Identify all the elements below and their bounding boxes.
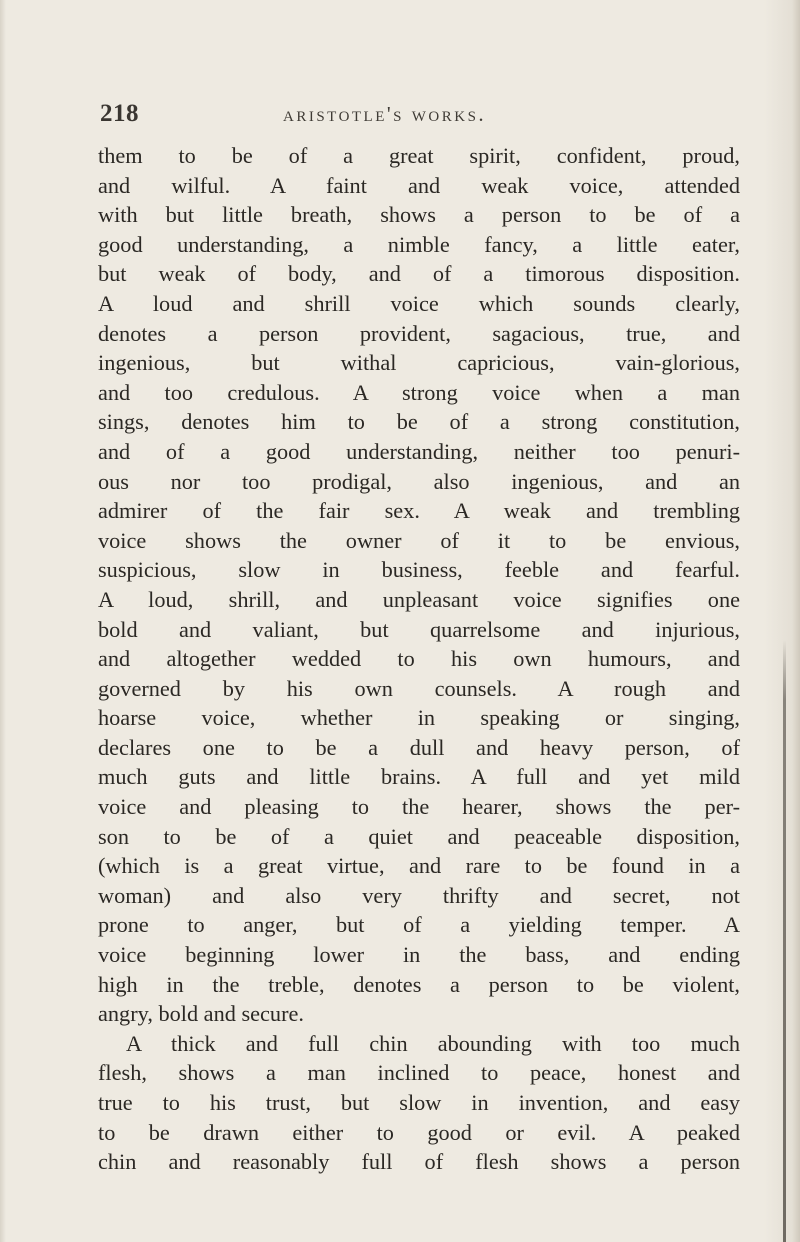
page-number: 218 <box>100 100 139 127</box>
page-binding-shadow <box>0 0 6 1242</box>
text-line: declares one to be a dull and heavy person, of <box>98 734 740 760</box>
text-line: A thick and full chin abounding with too much <box>126 1030 740 1056</box>
text-line: bold and valiant, but quarrelsome and injurious, <box>98 616 740 642</box>
text-line: but weak of body, and of a timorous disposition. <box>98 261 740 287</box>
text-line: voice shows the owner of it to be envious, <box>98 527 740 553</box>
text-line: (which is a great virtue, and rare to be found in a <box>98 853 740 879</box>
text-line: suspicious, slow in business, feeble and fearful. <box>98 557 740 583</box>
text-line: ous nor too prodigal, also ingenious, and an <box>98 468 740 494</box>
text-line: them to be of a great spirit, confident, proud, <box>98 143 740 168</box>
text-line: and wilful. A faint and weak voice, attended <box>98 172 740 198</box>
text-line: high in the treble, denotes a person to be violent, <box>98 971 740 997</box>
text-line: and too credulous. A strong voice when a man <box>98 379 740 405</box>
text-line: denotes a person provident, sagacious, true, and <box>98 320 740 346</box>
text-line: voice beginning lower in the bass, and ending <box>98 942 740 968</box>
text-line: true to his trust, but slow in invention, and easy <box>98 1090 740 1115</box>
text-line: much guts and little brains. A full and yet mild <box>98 764 740 790</box>
text-line: A loud and shrill voice which sounds clearly, <box>98 290 740 316</box>
text-line: prone to anger, but of a yielding temper. A <box>98 912 740 938</box>
page-edge-line <box>783 640 786 1242</box>
text-line: chin and reasonably full of flesh shows a person <box>98 1149 740 1175</box>
body-text <box>98 141 740 1177</box>
running-head <box>100 100 740 130</box>
text-line: to be drawn either to good or evil. A peaked <box>98 1119 740 1145</box>
text-line: woman) and also very thrifty and secret, not <box>98 882 740 908</box>
running-head-title: aristotle's works. <box>283 102 487 126</box>
page-edge-shadow <box>764 0 800 1242</box>
text-line: flesh, shows a man inclined to peace, honest and <box>98 1060 740 1086</box>
text-line: good understanding, a nimble fancy, a little eater, <box>98 231 740 257</box>
text-line: voice and pleasing to the hearer, shows the per- <box>98 794 740 820</box>
text-line: ingenious, but withal capricious, vain-glorious, <box>98 350 740 376</box>
text-line: son to be of a quiet and peaceable disposition, <box>98 823 740 849</box>
text-line: admirer of the fair sex. A weak and trembling <box>98 498 740 524</box>
text-line: hoarse voice, whether in speaking or singing, <box>98 705 740 731</box>
text-line: and of a good understanding, neither too penuri- <box>98 438 740 464</box>
text-line: with but little breath, shows a person to be of a <box>98 202 740 228</box>
text-line: sings, denotes him to be of a strong constitution, <box>98 409 740 435</box>
text-line: and altogether wedded to his own humours, and <box>98 646 740 672</box>
text-line: angry, bold and secure. <box>98 1001 304 1027</box>
text-line: A loud, shrill, and unpleasant voice signifies one <box>98 586 740 612</box>
text-line: governed by his own counsels. A rough and <box>98 675 740 701</box>
